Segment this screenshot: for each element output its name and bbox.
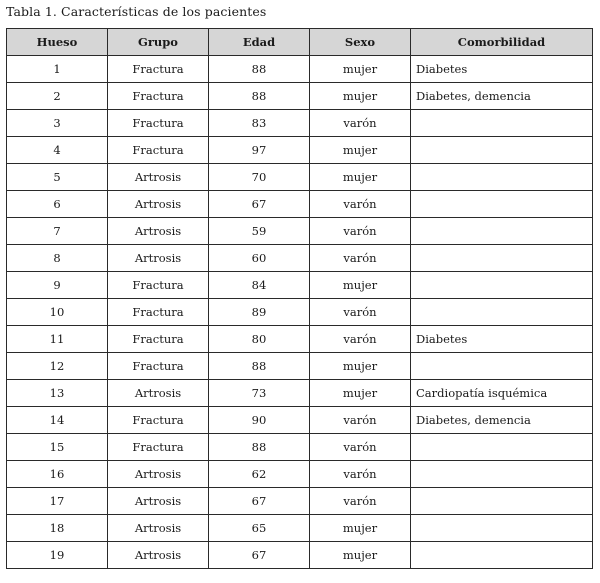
cell-comorbilidad: Diabetes, demencia [411, 83, 593, 110]
cell-hueso: 5 [7, 164, 108, 191]
cell-edad: 59 [209, 218, 310, 245]
cell-comorbilidad [411, 110, 593, 137]
cell-edad: 70 [209, 164, 310, 191]
cell-hueso: 10 [7, 299, 108, 326]
cell-sexo: varón [310, 218, 411, 245]
cell-sexo: mujer [310, 542, 411, 569]
cell-sexo: mujer [310, 272, 411, 299]
cell-sexo: varón [310, 434, 411, 461]
table-row [7, 272, 593, 299]
table-row [7, 380, 593, 407]
cell-grupo: Fractura [108, 83, 209, 110]
table-caption: Tabla 1. Características de los pacientes [6, 4, 267, 19]
cell-grupo: Fractura [108, 434, 209, 461]
cell-comorbilidad: Cardiopatía isquémica [411, 380, 593, 407]
cell-hueso: 16 [7, 461, 108, 488]
cell-grupo: Artrosis [108, 245, 209, 272]
cell-hueso: 9 [7, 272, 108, 299]
table-header [7, 29, 593, 56]
cell-grupo: Fractura [108, 137, 209, 164]
cell-comorbilidad [411, 245, 593, 272]
cell-grupo: Artrosis [108, 164, 209, 191]
cell-sexo: varón [310, 326, 411, 353]
cell-grupo: Artrosis [108, 218, 209, 245]
table-row [7, 461, 593, 488]
cell-hueso: 7 [7, 218, 108, 245]
cell-sexo: varón [310, 245, 411, 272]
table-body [7, 56, 593, 569]
cell-hueso: 11 [7, 326, 108, 353]
cell-grupo: Artrosis [108, 488, 209, 515]
cell-hueso: 1 [7, 56, 108, 83]
cell-grupo: Fractura [108, 353, 209, 380]
cell-comorbilidad [411, 272, 593, 299]
cell-comorbilidad [411, 191, 593, 218]
table-row [7, 326, 593, 353]
cell-sexo: mujer [310, 164, 411, 191]
cell-hueso: 6 [7, 191, 108, 218]
cell-sexo: varón [310, 191, 411, 218]
cell-grupo: Artrosis [108, 380, 209, 407]
cell-hueso: 4 [7, 137, 108, 164]
cell-hueso: 17 [7, 488, 108, 515]
header-hueso: Hueso [7, 29, 108, 56]
cell-sexo: mujer [310, 83, 411, 110]
header-comorbilidad: Comorbilidad [411, 29, 593, 56]
table-row [7, 488, 593, 515]
cell-comorbilidad [411, 218, 593, 245]
cell-grupo: Artrosis [108, 461, 209, 488]
cell-edad: 83 [209, 110, 310, 137]
cell-sexo: varón [310, 299, 411, 326]
cell-hueso: 18 [7, 515, 108, 542]
cell-edad: 65 [209, 515, 310, 542]
cell-edad: 88 [209, 83, 310, 110]
cell-hueso: 19 [7, 542, 108, 569]
cell-grupo: Fractura [108, 56, 209, 83]
cell-edad: 90 [209, 407, 310, 434]
cell-grupo: Artrosis [108, 542, 209, 569]
table-row [7, 137, 593, 164]
header-grupo: Grupo [108, 29, 209, 56]
patients-table [6, 28, 593, 569]
cell-edad: 88 [209, 56, 310, 83]
cell-comorbilidad [411, 353, 593, 380]
table-row [7, 56, 593, 83]
cell-edad: 73 [209, 380, 310, 407]
table-row [7, 515, 593, 542]
cell-comorbilidad [411, 488, 593, 515]
cell-comorbilidad: Diabetes [411, 56, 593, 83]
cell-comorbilidad: Diabetes, demencia [411, 407, 593, 434]
cell-edad: 97 [209, 137, 310, 164]
table-row [7, 245, 593, 272]
cell-sexo: varón [310, 407, 411, 434]
cell-grupo: Fractura [108, 326, 209, 353]
cell-edad: 88 [209, 434, 310, 461]
cell-hueso: 2 [7, 83, 108, 110]
cell-comorbilidad [411, 137, 593, 164]
table-row [7, 407, 593, 434]
table-row [7, 191, 593, 218]
cell-hueso: 3 [7, 110, 108, 137]
header-edad: Edad [209, 29, 310, 56]
table-row [7, 110, 593, 137]
cell-grupo: Artrosis [108, 191, 209, 218]
cell-comorbilidad [411, 515, 593, 542]
table-row [7, 164, 593, 191]
cell-comorbilidad: Diabetes [411, 326, 593, 353]
cell-hueso: 15 [7, 434, 108, 461]
cell-grupo: Fractura [108, 407, 209, 434]
cell-comorbilidad [411, 299, 593, 326]
cell-sexo: mujer [310, 515, 411, 542]
cell-edad: 62 [209, 461, 310, 488]
cell-edad: 67 [209, 488, 310, 515]
cell-edad: 88 [209, 353, 310, 380]
header-row [7, 29, 593, 56]
cell-hueso: 8 [7, 245, 108, 272]
cell-grupo: Artrosis [108, 515, 209, 542]
cell-edad: 89 [209, 299, 310, 326]
cell-hueso: 14 [7, 407, 108, 434]
header-sexo: Sexo [310, 29, 411, 56]
table-row [7, 353, 593, 380]
cell-sexo: mujer [310, 56, 411, 83]
table-row [7, 218, 593, 245]
table-row [7, 434, 593, 461]
cell-sexo: mujer [310, 380, 411, 407]
cell-sexo: varón [310, 461, 411, 488]
cell-sexo: mujer [310, 137, 411, 164]
cell-grupo: Fractura [108, 299, 209, 326]
cell-grupo: Fractura [108, 272, 209, 299]
table-row [7, 83, 593, 110]
cell-comorbilidad [411, 164, 593, 191]
table-row [7, 299, 593, 326]
cell-comorbilidad [411, 461, 593, 488]
cell-edad: 67 [209, 191, 310, 218]
cell-edad: 67 [209, 542, 310, 569]
cell-hueso: 13 [7, 380, 108, 407]
cell-edad: 84 [209, 272, 310, 299]
cell-grupo: Fractura [108, 110, 209, 137]
table-row [7, 542, 593, 569]
cell-sexo: varón [310, 110, 411, 137]
cell-hueso: 12 [7, 353, 108, 380]
cell-edad: 80 [209, 326, 310, 353]
cell-comorbilidad [411, 434, 593, 461]
cell-comorbilidad [411, 542, 593, 569]
cell-sexo: varón [310, 488, 411, 515]
cell-edad: 60 [209, 245, 310, 272]
cell-sexo: mujer [310, 353, 411, 380]
